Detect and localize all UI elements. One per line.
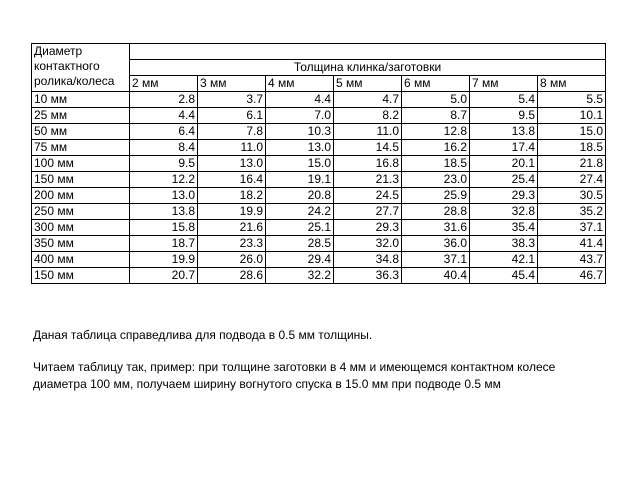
diameter-header-line: ролика/колеса <box>34 74 115 88</box>
diameter-header-line: контактного <box>34 59 100 73</box>
width-value-cell: 46.7 <box>538 268 606 284</box>
table-row <box>32 108 606 124</box>
width-value-cell: 12.2 <box>130 172 198 188</box>
width-value-cell: 16.8 <box>334 156 402 172</box>
table-row <box>32 220 606 236</box>
width-value-cell: 15.0 <box>266 156 334 172</box>
width-value-cell: 32.8 <box>470 204 538 220</box>
width-value-cell: 45.4 <box>470 268 538 284</box>
width-value-cell: 10.1 <box>538 108 606 124</box>
width-value-cell: 4.4 <box>266 92 334 108</box>
thickness-column-header: 4 мм <box>266 76 334 92</box>
thickness-column-header: 7 мм <box>470 76 538 92</box>
width-value-cell: 9.5 <box>130 156 198 172</box>
width-value-cell: 37.1 <box>402 252 470 268</box>
width-value-cell: 21.3 <box>334 172 402 188</box>
width-value-cell: 16.2 <box>402 140 470 156</box>
width-value-cell: 3.7 <box>198 92 266 108</box>
thickness-column-header: 6 мм <box>402 76 470 92</box>
width-value-cell: 23.0 <box>402 172 470 188</box>
width-value-cell: 13.0 <box>130 188 198 204</box>
diameter-cell: 150 мм <box>32 268 130 284</box>
width-value-cell: 14.5 <box>334 140 402 156</box>
width-value-cell: 21.8 <box>538 156 606 172</box>
width-value-cell: 4.7 <box>334 92 402 108</box>
width-value-cell: 27.4 <box>538 172 606 188</box>
table-row <box>32 124 606 140</box>
width-value-cell: 36.3 <box>334 268 402 284</box>
width-value-cell: 12.8 <box>402 124 470 140</box>
width-value-cell: 37.1 <box>538 220 606 236</box>
width-value-cell: 11.0 <box>334 124 402 140</box>
width-value-cell: 20.8 <box>266 188 334 204</box>
width-value-cell: 25.4 <box>470 172 538 188</box>
table-row <box>32 92 606 108</box>
width-value-cell: 41.4 <box>538 236 606 252</box>
grinding-table <box>31 43 606 284</box>
diameter-cell: 250 мм <box>32 204 130 220</box>
table-row <box>32 188 606 204</box>
width-value-cell: 6.1 <box>198 108 266 124</box>
width-value-cell: 7.8 <box>198 124 266 140</box>
thickness-column-header: 5 мм <box>334 76 402 92</box>
diameter-header <box>32 44 130 92</box>
width-value-cell: 25.9 <box>402 188 470 204</box>
width-value-cell: 7.0 <box>266 108 334 124</box>
header-row-top <box>32 44 606 60</box>
width-value-cell: 8.4 <box>130 140 198 156</box>
diameter-cell: 50 мм <box>32 124 130 140</box>
width-value-cell: 34.8 <box>334 252 402 268</box>
width-value-cell: 13.8 <box>470 124 538 140</box>
width-value-cell: 5.4 <box>470 92 538 108</box>
table-row <box>32 204 606 220</box>
width-value-cell: 5.0 <box>402 92 470 108</box>
width-value-cell: 24.2 <box>266 204 334 220</box>
width-value-cell: 29.3 <box>470 188 538 204</box>
table-row <box>32 236 606 252</box>
width-value-cell: 5.5 <box>538 92 606 108</box>
width-value-cell: 15.0 <box>538 124 606 140</box>
width-value-cell: 29.3 <box>334 220 402 236</box>
width-value-cell: 13.8 <box>130 204 198 220</box>
width-value-cell: 9.5 <box>470 108 538 124</box>
width-value-cell: 36.0 <box>402 236 470 252</box>
diameter-cell: 400 мм <box>32 252 130 268</box>
width-value-cell: 23.3 <box>198 236 266 252</box>
width-value-cell: 4.4 <box>130 108 198 124</box>
diameter-cell: 10 мм <box>32 92 130 108</box>
table-row <box>32 172 606 188</box>
width-value-cell: 10.3 <box>266 124 334 140</box>
width-value-cell: 13.0 <box>266 140 334 156</box>
width-value-cell: 26.0 <box>198 252 266 268</box>
diameter-cell: 300 мм <box>32 220 130 236</box>
width-value-cell: 40.4 <box>402 268 470 284</box>
width-value-cell: 28.6 <box>198 268 266 284</box>
width-value-cell: 20.7 <box>130 268 198 284</box>
width-value-cell: 20.1 <box>470 156 538 172</box>
width-value-cell: 16.4 <box>198 172 266 188</box>
diameter-cell: 100 мм <box>32 156 130 172</box>
width-value-cell: 25.1 <box>266 220 334 236</box>
thickness-column-header: 3 мм <box>198 76 266 92</box>
diameter-cell: 350 мм <box>32 236 130 252</box>
validity-note: Даная таблица справедлива для подвода в 0.5 мм толщины. <box>33 328 373 342</box>
width-value-cell: 13.0 <box>198 156 266 172</box>
width-value-cell: 31.6 <box>402 220 470 236</box>
width-value-cell: 15.8 <box>130 220 198 236</box>
diameter-header-line: Диаметр <box>34 44 83 58</box>
thickness-column-header: 8 мм <box>538 76 606 92</box>
width-value-cell: 18.2 <box>198 188 266 204</box>
width-value-cell: 38.3 <box>470 236 538 252</box>
width-value-cell: 11.0 <box>198 140 266 156</box>
table-row <box>32 156 606 172</box>
header-blank-cell <box>130 44 606 60</box>
thickness-column-header: 2 мм <box>130 76 198 92</box>
diameter-cell: 75 мм <box>32 140 130 156</box>
width-value-cell: 35.2 <box>538 204 606 220</box>
width-value-cell: 19.1 <box>266 172 334 188</box>
width-value-cell: 18.5 <box>402 156 470 172</box>
width-value-cell: 17.4 <box>470 140 538 156</box>
notes <box>33 327 593 393</box>
table-row <box>32 268 606 284</box>
width-value-cell: 8.7 <box>402 108 470 124</box>
width-value-cell: 8.2 <box>334 108 402 124</box>
width-value-cell: 6.4 <box>130 124 198 140</box>
table-row <box>32 140 606 156</box>
width-value-cell: 19.9 <box>198 204 266 220</box>
diameter-cell: 200 мм <box>32 188 130 204</box>
width-value-cell: 29.4 <box>266 252 334 268</box>
width-value-cell: 43.7 <box>538 252 606 268</box>
width-value-cell: 19.9 <box>130 252 198 268</box>
thickness-title: Толщина клинка/заготовки <box>130 60 606 76</box>
width-value-cell: 18.5 <box>538 140 606 156</box>
width-value-cell: 24.5 <box>334 188 402 204</box>
width-value-cell: 32.0 <box>334 236 402 252</box>
width-value-cell: 28.5 <box>266 236 334 252</box>
diameter-cell: 25 мм <box>32 108 130 124</box>
table-row <box>32 252 606 268</box>
width-value-cell: 32.2 <box>266 268 334 284</box>
example-note: Читаем таблицу так, пример: при толщине заготовки в 4 мм и имеющемся контактном колесе диаметра 100 мм, получаем ширину вогнутого спуска в 15.0 мм при подводе 0.5 мм <box>33 360 556 391</box>
width-value-cell: 18.7 <box>130 236 198 252</box>
width-value-cell: 42.1 <box>470 252 538 268</box>
width-value-cell: 30.5 <box>538 188 606 204</box>
width-value-cell: 27.7 <box>334 204 402 220</box>
width-value-cell: 28.8 <box>402 204 470 220</box>
diameter-cell: 150 мм <box>32 172 130 188</box>
width-value-cell: 35.4 <box>470 220 538 236</box>
width-value-cell: 21.6 <box>198 220 266 236</box>
width-value-cell: 2.8 <box>130 92 198 108</box>
